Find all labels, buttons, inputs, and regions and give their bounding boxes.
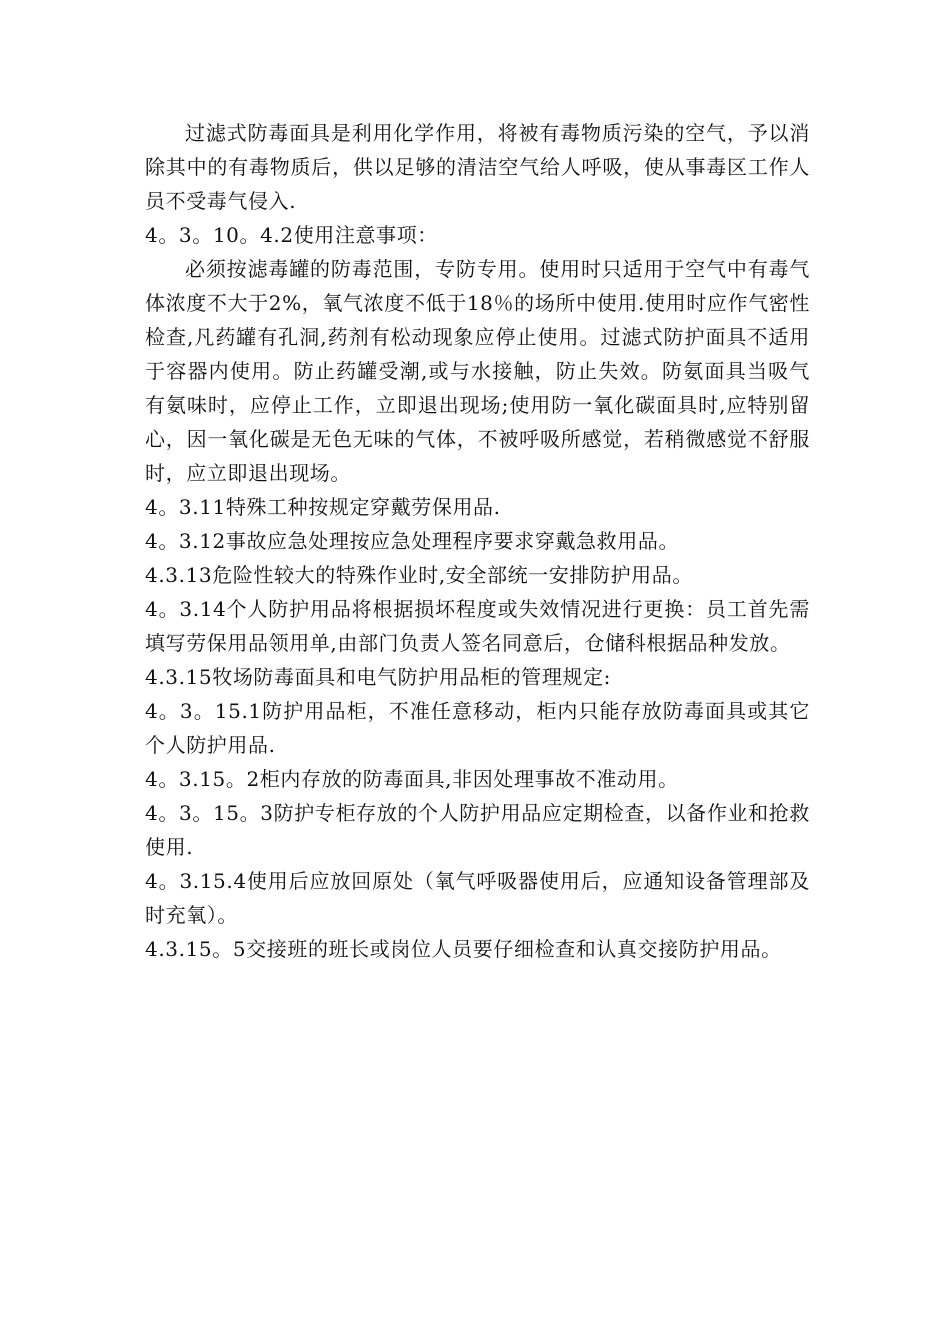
clause-4-3-13: 4.3.13危险性较大的特殊作业时,安全部统一安排防护用品。 [145, 563, 693, 587]
paragraph-filter-mask-intro: 过滤式防毒面具是利用化学作用，将被有毒物质污染的空气，予以消除其中的有毒物质后，供以足够的清洁空气给人呼吸，使从事毒区工作人员不受毒气侵入. [145, 121, 810, 213]
clause-4-3-15-5: 4.3.15。5交接班的班长或岗位人员要仔细检查和认真交接防护用品。 [145, 937, 782, 961]
clause-4-3-14: 4。3.14个人防护用品将根据损坏程度或失效情况进行更换：员工首先需填写劳保用品领用单,由部门负责人签名同意后，仓储科根据品种发放。 [145, 597, 810, 655]
clause-4-3-15-2: 4。3.15。2柜内存放的防毒面具,非因处理事故不准动用。 [145, 767, 679, 791]
clause-4-3-15-3: 4。3。15。3防护专柜存放的个人防护用品应定期检查，以备作业和抢救使用. [145, 801, 810, 859]
clause-4-3-15-1: 4。3。15.1防护用品柜，不准任意移动，柜内只能存放防毒面具或其它个人防护用品. [145, 699, 810, 757]
clause-4-3-15: 4.3.15牧场防毒面具和电气防护用品柜的管理规定: [145, 665, 611, 689]
paragraph-usage-notes: 必须按滤毒罐的防毒范围，专防专用。使用时只适用于空气中有毒气体浓度不大于2%，氧气浓度不低于18％的场所中使用.使用时应作气密性检查,凡药罐有孔洞,药剂有松动现象应停止使用。过滤式防护面具不适用于容器内使用。防止药罐受潮,或与水接触，防止失效。防氨面具当吸气有氨味时，应停止工作，立即退出现场;使用防一氧化碳面具时,应特别留心，因一氧化碳是无色无味的气体，不被呼吸所感觉，若稍微感觉不舒服时，应立即退出现场。 [145, 257, 810, 485]
clause-4-3-15-4: 4。3.15.4使用后应放回原处（氧气呼吸器使用后，应通知设备管理部及时充氧）。 [145, 869, 810, 927]
heading-usage-notes: 4。3。10。4.2使用注意事项： [145, 223, 438, 247]
clause-4-3-12: 4。3.12事故应急处理按应急处理程序要求穿戴急救用品。 [145, 529, 680, 553]
clause-4-3-11: 4。3.11特殊工种按规定穿戴劳保用品. [145, 495, 501, 519]
document-body [145, 116, 810, 966]
